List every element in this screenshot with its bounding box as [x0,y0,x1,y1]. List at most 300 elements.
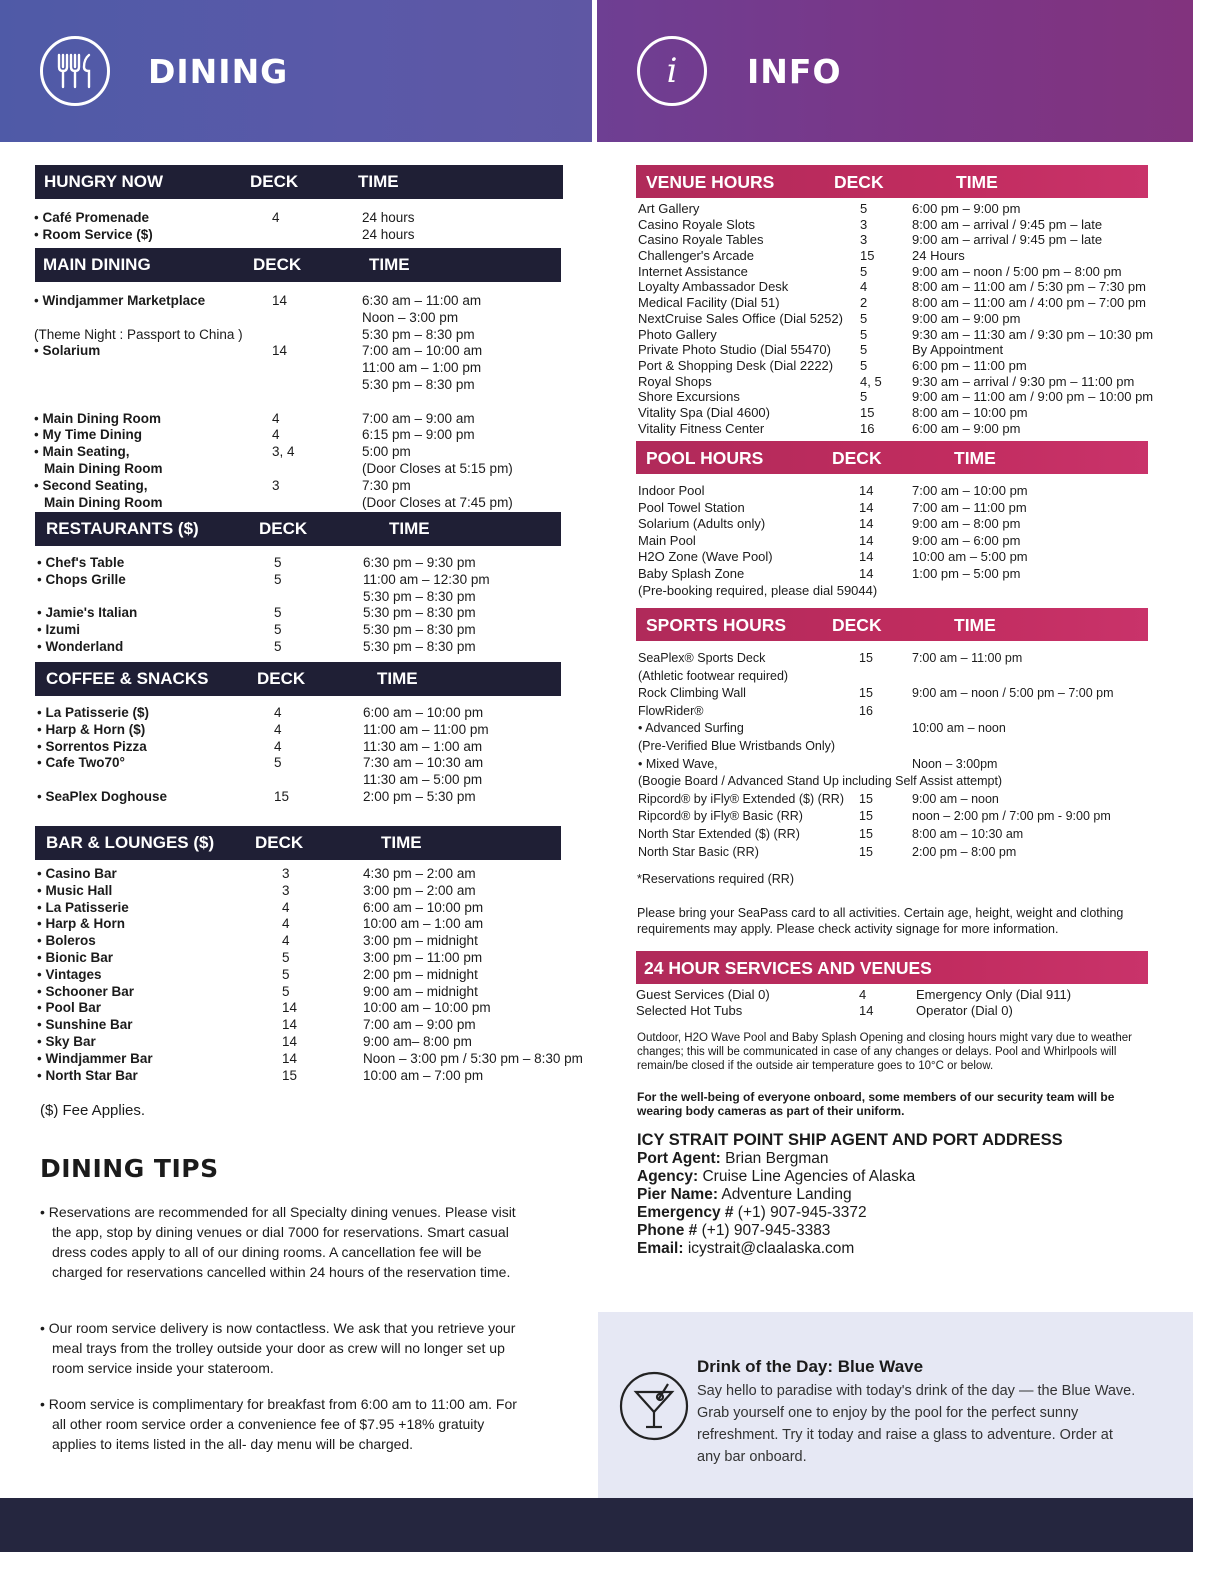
table-row [638,389,1154,405]
table-row [638,357,1027,374]
time-value: 1:00 pm – 5:00 pm [912,565,1021,581]
venue-hours-bar [636,165,1148,198]
table-row [34,327,574,344]
time-value: 9:00 am – 6:00 pm [912,532,1021,548]
time-value: 11:30 am – 5:00 pm [363,772,483,788]
venue-name: • Wonderland [37,639,123,656]
deck-value: 3 [860,232,868,248]
hungry-now-deck-header: DECK [250,172,299,191]
port-agent-block [637,1131,1063,1258]
time-value: 2:00 pm – midnight [363,966,478,982]
emergency-line: Emergency # (+1) 907-945-3372 [637,1204,867,1221]
time-value: 7:00 am – 11:00 pm [912,651,1023,665]
deck-value: 15 [274,788,290,804]
deck-value: 14 [272,293,288,308]
table-row [37,984,577,1001]
table-row [638,809,1111,827]
pool-hours-bar [636,441,1148,474]
drink-description: Say hello to paradise with today's drink of the day — the Blue Wave. Grab yourself one to enjoy by the pool for the perfect sunny refreshment. Try it today and raise a glass to adventure. Order at any bar onboard. [697,1383,1136,1465]
venue-name: • Windjammer Marketplace [34,293,205,310]
time-value: 10:00 am – 1:00 am [363,916,484,932]
hungry-now-bar [35,165,563,199]
venue-name: Main Dining Room [44,494,163,510]
table-row [37,967,577,984]
table-row [37,1017,577,1034]
deck-value: 4 [282,916,290,932]
deck-value: 15 [859,809,873,824]
email-line[interactable]: Email: icystrait@claalaska.com [637,1240,855,1257]
time-value: 7:30 am – 10:30 am [363,755,484,771]
deck-value: 3 [860,216,868,232]
table-row [638,295,1146,311]
table-row [638,216,1103,233]
venue-name: Casino Royale Slots [638,216,756,232]
table-row [638,373,1135,390]
main-dining-bar [35,248,561,282]
reservations-note: *Reservations required (RR) [637,872,795,886]
table-row [37,1050,583,1068]
time-value: 8:00 am – 10:30 am [912,826,1024,841]
table-row [638,549,1028,566]
deck-value: 4 [282,899,290,915]
table-row [34,227,554,244]
time-value: 9:00 am – noon [912,791,999,806]
table-row [34,343,574,360]
venue-name: • Music Hall [37,883,112,900]
deck-value: 5 [274,571,282,587]
deck-value: 3 [282,882,290,898]
time-value: 9:30 am – 11:30 am / 9:30 pm – 10:30 pm [912,326,1154,342]
time-value: 5:30 pm – 8:30 pm [362,326,475,342]
venue-name: North Star Basic (RR) [638,844,759,859]
venue-name: Internet Assistance [638,263,748,279]
deck-value: 14 [282,1033,298,1049]
time-value: 5:30 pm – 8:30 pm [363,622,476,638]
deck-value: 14 [859,549,874,565]
coffee-bar [35,662,561,696]
sports-hours-deck-header: DECK [832,615,882,635]
time-value: 6:00 pm – 9:00 pm [912,201,1021,216]
venue-name: (Pre-Verified Blue Wristbands Only) [638,738,836,753]
time-value: 5:00 pm [362,444,411,460]
hungry-now-time-header: TIME [358,172,399,191]
table-row [638,404,1028,421]
table-row [37,755,557,772]
table-row [638,499,1027,517]
deck-value: 16 [859,703,873,718]
venue-name: • Casino Bar [37,866,117,883]
time-value: (Door Closes at 7:45 pm) [362,494,513,510]
deck-value: 5 [860,389,868,405]
pool-hours-title: POOL HOURS [646,448,764,468]
time-value: 3:00 pm – midnight [363,933,478,949]
table-row [638,651,1023,669]
time-value: Noon – 3:00pm [912,756,998,771]
time-value: By Appointment [912,342,1004,358]
venue-name: (Theme Night : Passport to China ) [34,326,243,342]
deck-value: 5 [860,342,868,358]
time-value: 5:30 pm – 8:30 pm [363,605,476,621]
deck-value: 14 [272,343,288,359]
table-row [37,1068,577,1085]
table-row [34,495,574,512]
venue-name: Loyalty Ambassador Desk [638,279,789,295]
deck-value: 3, 4 [272,444,295,460]
table-row [37,555,557,572]
venue-name: • Café Promenade [34,210,149,227]
deck-value: 14 [859,516,874,532]
time-value: (Door Closes at 5:15 pm) [362,460,513,476]
venue-name: Port & Shopping Desk (Dial 2222) [638,357,834,373]
pier-name-line: Pier Name: Adventure Landing [637,1186,852,1203]
table-row [638,279,1146,295]
coffee-title: COFFEE & SNACKS [46,669,209,688]
restaurants-deck-header: DECK [259,519,308,538]
venue-name: • Room Service ($) [34,227,153,244]
venue-name: Solarium (Adults only) [638,516,766,532]
time-value: 5:30 pm – 8:30 pm [363,638,476,654]
deck-value: 15 [860,404,875,420]
pool-hours-time-header: TIME [954,448,996,468]
venue-name: SeaPlex® Sports Deck [638,651,766,665]
deck-value: 4 [274,705,282,720]
venue-name: (Pre-booking required, please dial 59044) [638,582,878,598]
deck-value: 5 [282,966,290,982]
deck-value: 5 [860,310,868,326]
table-row [638,669,1002,687]
time-value: 6:30 pm – 9:30 pm [363,555,476,570]
port-agent-line: Port Agent: Brian Bergman [637,1150,829,1167]
deck-value: 14 [859,532,874,548]
venue-name: • Bionic Bar [37,950,113,967]
deck-value: 15 [859,651,873,665]
hungry-now-rows [34,210,554,244]
venue-name: • Windjammer Bar [37,1051,153,1068]
time-value: 11:00 am – 1:00 pm [362,360,482,376]
time-value: 9:00 am – midnight [363,983,478,999]
venue-name: Challenger's Arcade [638,248,754,264]
table-row [34,377,574,394]
venue-name: • La Patisserie [37,900,129,917]
deck-value: 15 [860,248,875,264]
deck-value: 5 [274,755,282,771]
table-row [34,360,574,377]
venue-name: • Solarium [34,343,100,360]
phone-line: Phone # (+1) 907-945-3383 [637,1222,831,1239]
venue-name: Private Photo Studio (Dial 55470) [638,342,831,358]
table-row [34,478,574,495]
venue-name: • Chops Grille [37,572,126,589]
restaurants-bar [35,512,561,546]
deck-value: 5 [860,201,868,216]
venue-name: • Harp & Horn ($) [37,722,145,739]
table-row [34,461,574,478]
venue-name: Shore Excursions [638,389,740,405]
venue-name: • North Star Bar [37,1068,138,1085]
main-dining-title: MAIN DINING [43,255,151,274]
info-header [597,0,1193,142]
time-value: 6:00 am – 10:00 pm [363,705,484,720]
venue-hours-time-header: TIME [956,172,998,192]
time-value: 9:00 am – 9:00 pm [912,310,1021,326]
services-24-bar [636,951,1148,984]
weather-note: Outdoor, H2O Wave Pool and Baby Splash Opening and closing hours might vary due to weather changes; this will be communicated in case of any changes or delays. Pool and Whirlpools will remain/be closed if the outside air temperature goes to 10°C or below. [637,1032,1132,1072]
table-row [34,427,574,444]
time-value: 5:30 pm – 8:30 pm [362,376,475,392]
venue-name: • Cafe Two70° [37,755,125,772]
time-value: 4:30 pm – 2:00 am [363,866,476,881]
venue-name: (Boogie Board / Advanced Stand Up including Self Assist attempt) [638,774,1003,789]
deck-value: 5 [274,622,282,638]
table-row [638,704,1002,722]
time-value: 9:00 am– 8:00 pm [363,1033,472,1049]
time-value: 7:00 am – 9:00 pm [363,1017,476,1033]
port-agent-title: ICY STRAIT POINT SHIP AGENT AND PORT ADDRESS [637,1131,1063,1149]
deck-value: 4 [274,721,282,737]
time-value: 3:00 pm – 11:00 pm [363,949,483,965]
venue-name: • Vintages [37,967,102,984]
time-value: 11:30 am – 1:00 am [363,738,483,754]
venue-name: • La Patisserie ($) [37,705,149,722]
table-row [638,532,1021,550]
restaurants-rows [37,555,557,656]
pool-hours-rows [638,483,1028,599]
dining-tip: • Our room service delivery is now contactless. We ask that you retrieve your meal trays from the trolley outside your door as crew will no longer set up room service inside your stateroom. [40,1318,520,1378]
table-row [34,411,574,428]
time-value: 8:00 am – 11:00 am / 4:00 pm – 7:00 pm [912,295,1146,311]
venue-name: • Sunshine Bar [37,1017,133,1034]
deck-value: 4 [272,210,280,225]
table-row [638,326,1154,343]
table-row [638,583,877,600]
venue-name: Ripcord® by iFly® Basic (RR) [638,809,803,824]
venue-name: • Chef's Table [37,555,124,572]
fee-note: ($) Fee Applies. [40,1102,146,1119]
deck-value: 14 [859,499,874,515]
time-value: noon – 2:00 pm / 7:00 pm - 9:00 pm [912,809,1111,824]
deck-value: 15 [282,1067,298,1083]
table-row [37,739,557,756]
main-dining-time-header: TIME [369,255,410,274]
venue-name: Main Pool [638,532,696,548]
deck-value: 14 [859,483,874,498]
venue-name: • My Time Dining [34,427,142,444]
deck-value: 15 [859,791,873,806]
table-row [638,774,1002,792]
bars-bar [35,826,561,860]
table-row [638,516,1021,533]
time-value: 7:30 pm [362,477,411,493]
time-value: 9:00 am – noon / 5:00 pm – 8:00 pm [912,263,1122,279]
time-value: 11:00 am – 12:30 pm [363,571,490,587]
sports-hours-bar [636,608,1148,641]
deck-value: 4 [860,279,868,295]
table-row [37,622,557,639]
deck-value: 15 [859,686,873,701]
deck-value: 5 [282,949,290,965]
venue-name: • Harp & Horn [37,916,125,933]
table-row [37,722,557,739]
deck-value: 2 [860,295,868,311]
agency-line: Agency: Cruise Line Agencies of Alaska [637,1168,916,1185]
main-dining-deck-header: DECK [253,255,302,274]
time-value: 8:00 am – 11:00 am / 5:30 pm – 7:30 pm [912,279,1146,295]
time-value: 7:00 am – 10:00 am [362,343,483,359]
dining-tip: • Reservations are recommended for all Specialty dining venues. Please visit the app, stop by dining venues or dial 7000 for reservations. Smart casual dress codes apply to all of our dining rooms. A cancellation fee will be charged for reservations cancelled within 24 hours of the reservation time. [40,1202,520,1282]
time-value: 9:00 am – arrival / 9:45 pm – late [912,232,1103,248]
time-value: 10:00 am – 10:00 pm [363,1000,491,1016]
venue-name: • SeaPlex Doghouse [37,789,167,806]
dining-tip: • Room service is complimentary for breakfast from 6:00 am to 11:00 am. For all other room service order a convenience fee of $7.95 +18% gratuity applies to items listed in the all- day menu will be charged. [40,1394,520,1454]
table-row [638,263,1122,280]
deck-value: 14 [282,1000,298,1016]
venue-name: Baby Splash Zone [638,565,745,581]
table-row [34,394,574,411]
venue-name: Indoor Pool [638,483,705,498]
time-value: 8:00 am – 10:00 pm [912,404,1028,420]
table-row [37,950,577,967]
table-row [37,639,557,656]
service-extra: Operator (Dial 0) [916,1003,1013,1018]
info-title: INFO [747,51,842,91]
table-row [37,705,557,722]
venue-name: • Second Seating, [34,478,148,495]
venue-name: • Sorrentos Pizza [37,739,147,756]
service-name: Selected Hot Tubs [636,1003,743,1018]
deck-value: 15 [859,826,873,841]
table-row [638,310,1021,327]
time-value: 7:00 am – 11:00 pm [912,499,1027,515]
deck-value: 4 [274,738,282,754]
coffee-rows [37,705,557,806]
time-value: 6:00 am – 10:00 pm [363,899,484,915]
venue-hours-title: VENUE HOURS [646,172,775,192]
table-row [37,789,557,806]
time-value: 24 hours [362,210,415,225]
deck-value: 16 [860,420,875,436]
services-row [636,987,1072,1003]
drink-title: Drink of the Day: Blue Wave [697,1357,924,1376]
service-name: Guest Services (Dial 0) [636,987,770,1002]
time-value: 9:30 am – arrival / 9:30 pm – 11:00 pm [912,373,1135,389]
table-row [37,1034,577,1051]
service-extra: Emergency Only (Dial 911) [916,987,1072,1002]
pool-hours-deck-header: DECK [832,448,882,468]
deck-value: 5 [274,555,282,570]
deck-value: 5 [860,357,868,373]
table-row [34,310,574,327]
venue-name: • Main Dining Room [34,411,161,428]
venue-name: • Jamie's Italian [37,605,137,622]
restaurants-time-header: TIME [389,519,430,538]
coffee-deck-header: DECK [257,669,306,688]
table-row [638,844,1017,863]
venue-name: Vitality Spa (Dial 4600) [638,404,770,420]
table-row [638,342,1004,358]
venue-name: Rock Climbing Wall [638,686,746,701]
time-value: 7:00 am – 9:00 am [362,410,475,426]
venue-name: Vitality Fitness Center [638,420,765,436]
service-deck: 4 [859,987,867,1002]
time-value: 10:00 am – 7:00 pm [363,1067,484,1083]
dining-title: DINING [148,51,289,91]
deck-value: 4 [272,427,280,443]
venue-name: • Boleros [37,933,96,950]
deck-value: 5 [282,983,290,999]
table-row [638,248,965,264]
cocktail-icon [618,1370,690,1442]
time-value: 9:00 am – 11:00 am / 9:00 pm – 10:00 pm [912,389,1154,405]
deck-value: 5 [860,263,868,279]
venue-name: • Main Seating, [34,444,130,461]
bars-time-header: TIME [381,833,422,852]
time-value: 8:00 am – arrival / 9:45 pm – late [912,216,1103,232]
table-row [37,589,557,606]
venue-name: • Mixed Wave, [638,756,718,771]
table-row [638,201,1021,217]
table-row [37,866,577,883]
time-value: 10:00 am – noon [912,721,1006,736]
time-value: 6:00 pm – 11:00 pm [912,357,1027,373]
table-row [638,565,1021,583]
venue-name: Photo Gallery [638,326,717,342]
services-24-title: 24 HOUR SERVICES AND VENUES [644,958,932,978]
deck-value: 14 [859,565,874,581]
sports-hours-rows [638,651,1114,862]
time-value: 7:00 am – 10:00 pm [912,483,1028,498]
table-row [34,210,554,227]
venue-name: Art Gallery [638,201,700,216]
time-value: 10:00 am – 5:00 pm [912,549,1028,565]
table-row [638,739,1002,757]
table-row [638,232,1103,248]
time-value: 11:00 am – 11:00 pm [363,721,489,737]
services-row [636,1003,1013,1019]
venue-name: North Star Extended ($) (RR) [638,826,800,841]
time-value: 5:30 pm – 8:30 pm [363,588,476,604]
table-row [638,792,1002,810]
info-icon: i [637,36,707,106]
sports-hours-title: SPORTS HOURS [646,615,787,635]
venue-name: FlowRider® [638,703,704,718]
time-value: 24 hours [362,226,415,242]
dining-tips-title: DINING TIPS [40,1154,219,1183]
sports-hours-time-header: TIME [954,615,996,635]
time-value: Noon – 3:00 pm / 5:30 pm – 8:30 pm [363,1050,583,1066]
table-row [34,444,574,461]
time-value: 2:00 pm – 5:30 pm [363,788,476,804]
deck-value: 5 [274,605,282,621]
venue-hours-deck-header: DECK [834,172,884,192]
bars-deck-header: DECK [255,833,304,852]
time-value: 6:30 am – 11:00 am [362,293,482,308]
venue-name: Medical Facility (Dial 51) [638,295,780,311]
table-row [37,1000,577,1017]
deck-value: 5 [860,326,868,342]
coffee-time-header: TIME [377,669,418,688]
table-row [638,686,1114,704]
time-value: 2:00 pm – 8:00 pm [912,844,1017,859]
drink-of-the-day [598,1312,1193,1498]
deck-value: 14 [282,1050,298,1066]
table-row [37,916,577,933]
table-row [638,721,1006,739]
venue-name: • Sky Bar [37,1034,96,1051]
venue-name: • Izumi [37,622,80,639]
table-row [37,900,577,917]
time-value: 6:15 pm – 9:00 pm [362,427,475,443]
table-row [37,772,557,789]
